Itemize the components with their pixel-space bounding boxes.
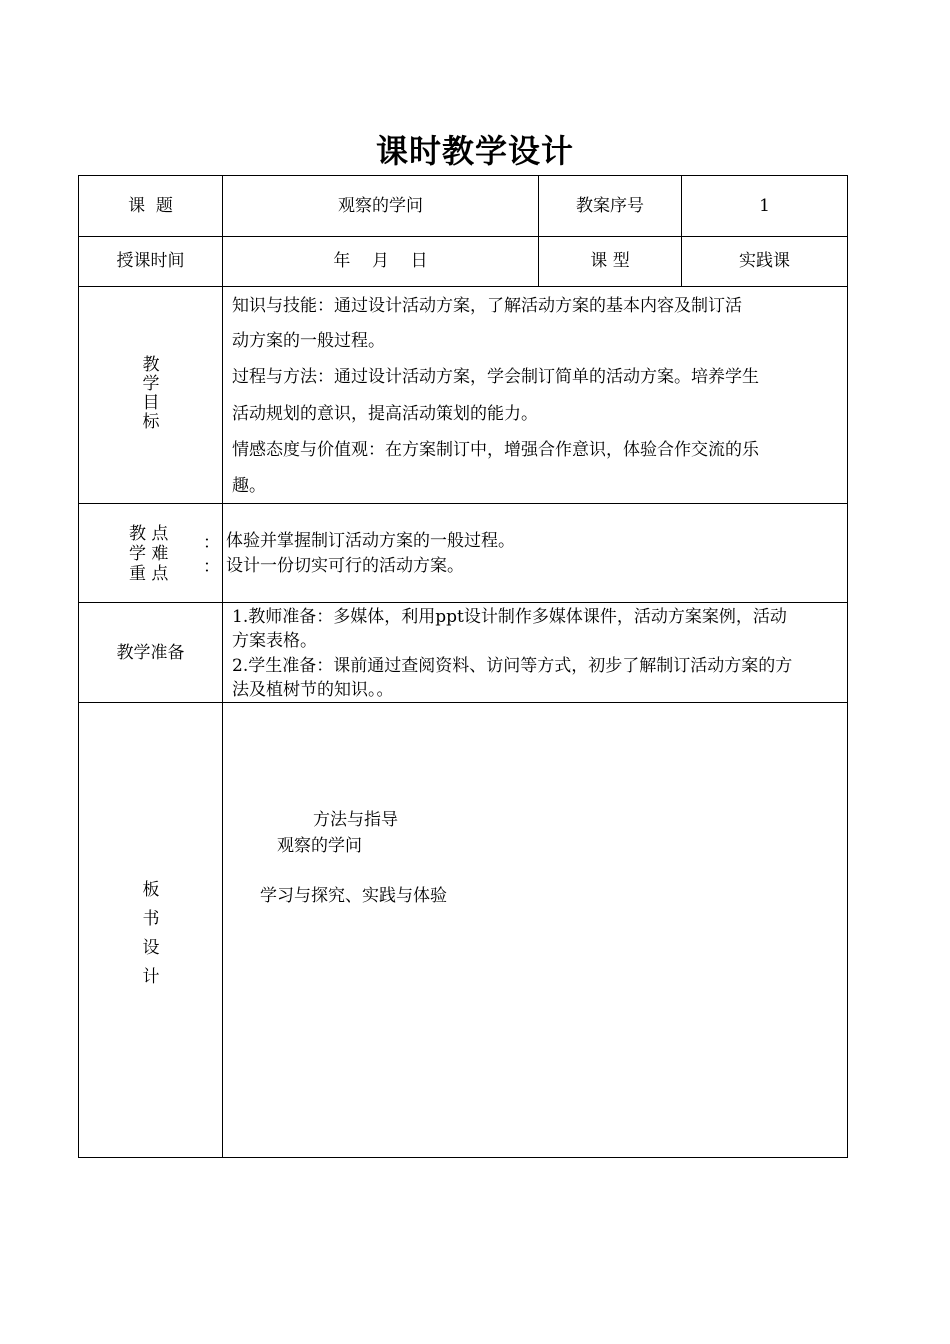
row-divider [79,702,847,703]
goal-line: 动方案的一般过程。 [232,331,385,351]
goal-line: 情感态度与价值观：在方案制订中，增强合作意识，体验合作交流的乐 [232,440,759,460]
row-divider [79,236,847,237]
col-divider [222,176,223,1157]
type-label: 课 型 [590,251,630,271]
board-activity: 学习与探究、实践与体验 [260,886,447,906]
keypoints-label-line: 教 点 [129,524,169,544]
time-value: 年 月 日 [333,251,428,271]
prep-line: 2.学生准备：课前通过查阅资料、访问等方式，初步了解制订活动方案的方 [232,656,793,676]
prep-line: 方案表格。 [232,631,317,651]
row-divider [79,503,847,504]
goals-label-char: 标 [142,412,160,432]
topic-label: 课 题 [128,196,173,216]
goals-label-char: 学 [142,374,160,394]
seq-value: 1 [759,196,770,216]
keypoints-colon: ： [203,533,220,553]
goal-line: 知识与技能：通过设计活动方案，了解活动方案的基本内容及制订活 [232,296,742,316]
keypoints-label [129,524,168,584]
goal-line: 活动规划的意识，提高活动策划的能力。 [232,404,538,424]
goal-line: 过程与方法：通过设计活动方案，学会制订简单的活动方案。培养学生 [232,367,759,387]
board-label-char: 计 [142,967,160,987]
prep-label: 教学准备 [116,643,185,663]
time-label: 授课时间 [116,251,185,271]
goals-label [141,356,161,432]
page-title: 课时教学设计 [375,132,574,170]
keypoint-important: 体验并掌握制订活动方案的一般过程。 [226,531,515,551]
lesson-plan-table [78,175,848,1158]
keypoints-label-line: 重 点 [129,564,169,584]
board-label-char: 设 [142,938,160,958]
goals-label-char: 教 [142,355,160,375]
board-label [141,876,161,992]
seq-label: 教案序号 [576,196,644,216]
board-label-char: 书 [142,909,160,929]
topic-value: 观察的学问 [338,196,423,216]
row-divider [79,286,847,287]
goal-line: 趣。 [232,476,266,496]
keypoints-label-line: 学 难 [129,544,169,564]
prep-line: 法及植树节的知识。。 [232,680,394,700]
keypoints-colon: ： [203,557,220,577]
prep-line: 1.教师准备：多媒体，利用ppt设计制作多媒体课件，活动方案案例，活动 [232,607,787,627]
board-method: 方法与指导 [313,810,398,830]
row-divider [79,602,847,603]
keypoint-difficult: 设计一份切实可行的活动方案。 [226,556,464,576]
board-topic: 观察的学问 [277,836,362,856]
board-label-char: 板 [142,880,160,900]
type-value: 实践课 [739,251,790,271]
goals-label-char: 目 [142,393,160,413]
